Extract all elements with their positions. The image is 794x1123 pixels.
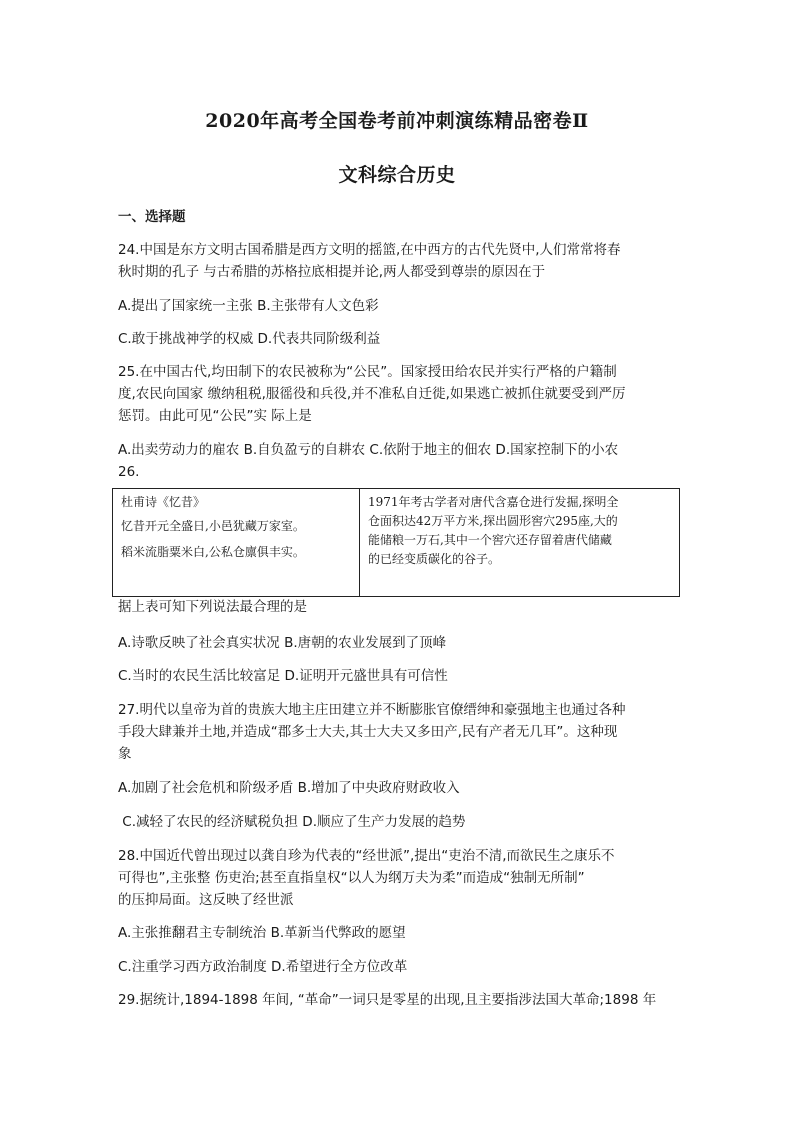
q26-table-left-cell [113,489,360,597]
q26-number: 26. [118,464,140,480]
exam-title: 2020年高考全国卷考前冲刺演练精品密卷Ⅱ [205,110,589,132]
q26-table-right-cell [360,489,680,597]
q27-stem-line1: 27.明代以皇帝为首的贵族大地主庄田建立并不断膨胀官僚缙绅和豪强地主也通过各种 [118,702,626,718]
q27-stem-line2: 手段大肆兼并土地,并造成“郡多士大夫,其士大夫又多田产,民有产者无几耳”。这种现 [118,724,618,740]
q26-archaeology-line2: 仓面积达42万平方米,探出圆形窖穴295座,大的 [368,514,618,528]
q26-poem-line1: 忆昔开元全盛日,小邑犹藏万家室。 [121,519,305,533]
q28-options-line2: C.注重学习西方政治制度 D.希望进行全方位改革 [118,959,408,975]
q26-archaeology-line3: 能储粮一万石,其中一个窖穴还存留着唐代储藏 [368,533,612,547]
q24-options-line1: A.提出了国家统一主张 B.主张带有人文色彩 [118,298,379,314]
q26-archaeology-line4: 的已经变质碳化的谷子。 [368,552,501,566]
q27-options-line2: C.减轻了农民的经济赋税负担 D.顺应了生产力发展的趋势 [118,814,466,830]
q28-stem-line3: 的压抑局面。这反映了经世派 [118,892,294,908]
q26-archaeology-line1: 1971年考古学者对唐代含嘉仓进行发掘,探明全 [368,495,619,509]
q26-poem-line2: 稻米流脂粟米白,公私仓廪俱丰实。 [121,545,305,559]
q25-stem-line2: 度,农民向国家 缴纳租税,服徭役和兵役,并不准私自迁徙,如果逃亡被抓住就要受到严厉 [118,386,626,402]
exam-subtitle: 文科综合历史 [338,164,456,186]
q28-stem-line1: 28.中国近代曾出现过以龚自珍为代表的“经世派”,提出“吏治不清,而欲民生之康乐不 [118,848,615,864]
q28-options-line1: A.主张推翻君主专制统治 B.革新当代弊政的愿望 [118,925,406,941]
q28-stem-line2: 可得也”,主张整 伤吏治;甚至直指皇权“以人为纲万夫为柔”而造成“独制无所制” [118,870,585,886]
q26-options-line1: A.诗歌反映了社会真实状况 B.唐朝的农业发展到了顶峰 [118,635,447,651]
q24-stem-line1: 24.中国是东方文明古国希腊是西方文明的摇篮,在中西方的古代先贤中,人们常常将春 [118,242,621,258]
q29-stem-line1: 29.据统计,1894-1898 年间, “革命”一词只是零星的出现,且主要指涉法国大革命;1898 年 [118,992,657,1008]
q26-options-line2: C.当时的农民生活比较富足 D.证明开元盛世具有可信性 [118,668,448,684]
q26-poem-title: 杜甫诗《忆昔》 [121,495,206,509]
q25-stem-line1: 25.在中国古代,均田制下的农民被称为“公民”。国家授田给农民并实行严格的户籍制 [118,364,617,380]
section-heading: 一、选择题 [118,209,186,225]
q26-stem: 据上表可知下列说法最合理的是 [118,599,307,615]
q25-options: A.出卖劳动力的雇农 B.自负盈亏的自耕农 C.依附于地主的佃农 D.国家控制下的小农 [118,442,619,458]
q24-stem-line2: 秋时期的孔子 与古希腊的苏格拉底相提并论,两人都受到尊崇的原因在于 [118,264,546,280]
q27-stem-line3: 象 [118,746,132,762]
q26-source-table [112,488,680,597]
q27-options-line1: A.加剧了社会危机和阶级矛盾 B.增加了中央政府财政收入 [118,780,460,796]
q25-stem-line3: 惩罚。由此可见“公民”实 际上是 [118,408,312,424]
q24-options-line2: C.敢于挑战神学的权威 D.代表共同阶级利益 [118,331,381,347]
